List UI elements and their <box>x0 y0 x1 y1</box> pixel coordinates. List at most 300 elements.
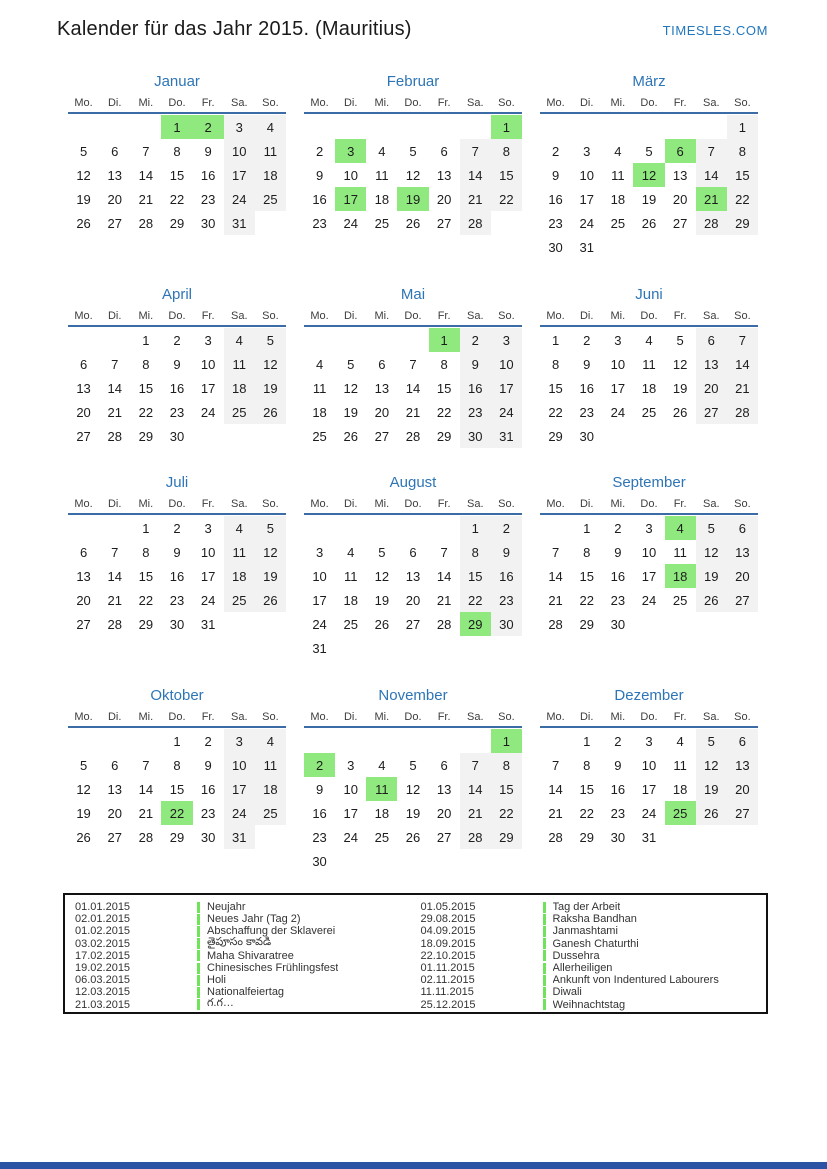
legend-marker <box>543 950 546 961</box>
legend-holiday-name: Nationalfeiertag <box>207 986 285 999</box>
day-cell: 8 <box>551 356 560 372</box>
month-days <box>304 516 522 660</box>
day-cell: 14 <box>405 380 421 396</box>
weekday-label: Sa. <box>703 310 720 322</box>
day-cell: 20 <box>76 592 91 608</box>
day-cell-empty <box>68 328 99 352</box>
legend-row <box>421 925 767 937</box>
day-cell: 30 <box>610 616 626 632</box>
day-cell: 8 <box>173 757 181 773</box>
day-cell: 28 <box>107 428 122 444</box>
day-cell: 6 <box>111 143 119 159</box>
month-juli <box>68 473 286 686</box>
day-cell: 26 <box>696 801 727 825</box>
day-cell-empty <box>429 516 460 540</box>
day-cell: 11 <box>611 167 625 183</box>
weekday-label: Mo. <box>546 711 565 723</box>
weekday-label: Fr. <box>673 711 687 723</box>
day-cell: 26 <box>255 400 286 424</box>
day-cell: 4 <box>224 328 255 352</box>
weekday-label: Di. <box>107 498 122 510</box>
legend-date: 29.08.2015 <box>420 913 476 926</box>
day-cell: 24 <box>312 616 327 632</box>
day-cell: 8 <box>583 544 591 560</box>
day-cell-empty <box>304 729 335 753</box>
legend-holiday-name: Neues Jahr (Tag 2) <box>207 913 301 926</box>
day-cell-empty <box>665 115 696 139</box>
day-cell: 7 <box>440 544 448 560</box>
day-cell: 20 <box>436 191 452 207</box>
weekday-header-row <box>304 498 522 515</box>
day-cell: 22 <box>727 187 758 211</box>
day-cell: 21 <box>460 187 491 211</box>
day-cell-empty <box>99 328 130 352</box>
day-cell: 14 <box>107 568 122 584</box>
legend-left-column <box>75 901 421 1012</box>
day-cell: 15 <box>169 167 185 183</box>
legend-date: 11.11.2015 <box>420 986 474 999</box>
day-cell: 10 <box>491 352 522 376</box>
day-cell: 30 <box>312 853 327 869</box>
day-cell: 18 <box>224 376 255 400</box>
day-cell-empty <box>460 115 491 139</box>
day-cell: 25 <box>641 404 657 420</box>
day-cell: 9 <box>315 167 324 183</box>
day-cell: 30 <box>200 215 216 231</box>
day-cell: 27 <box>107 829 122 845</box>
legend-holiday-name: Ganesh Chaturthi <box>552 937 639 950</box>
day-cell-empty <box>397 729 428 753</box>
legend-row <box>421 986 767 998</box>
day-cell: 2 <box>614 733 622 749</box>
legend-row <box>75 950 421 962</box>
month-title: Juli <box>165 474 189 491</box>
day-cell: 7 <box>409 356 417 372</box>
months-grid <box>68 72 758 898</box>
legend-date: 21.03.2015 <box>75 998 131 1011</box>
day-cell: 18 <box>374 805 390 821</box>
legend-row <box>421 999 767 1011</box>
day-cell: 25 <box>224 588 255 612</box>
legend-holiday-name: తైపూసం కావడి <box>207 936 272 949</box>
legend-date: 25.12.2015 <box>420 998 476 1011</box>
weekday-label: Mi. <box>374 498 390 510</box>
day-cell: 31 <box>224 211 255 235</box>
weekday-label: So. <box>498 711 515 723</box>
day-cell: 17 <box>312 592 327 608</box>
day-cell: 4 <box>224 516 255 540</box>
day-cell-empty <box>304 516 335 540</box>
day-cell: 4 <box>645 332 653 348</box>
day-cell-empty <box>397 115 428 139</box>
weekday-label: Do. <box>168 498 186 510</box>
day-cell: 3 <box>645 733 653 749</box>
day-cell: 15 <box>579 781 594 797</box>
day-cell: 28 <box>460 825 491 849</box>
weekday-header-row <box>68 97 286 114</box>
day-cell: 25 <box>610 215 626 231</box>
day-cell: 24 <box>343 215 358 231</box>
weekday-label: Mo. <box>74 498 93 510</box>
day-cell: 19 <box>255 376 286 400</box>
month-september <box>540 473 758 686</box>
day-cell: 24 <box>579 215 594 231</box>
day-cell: 25 <box>672 592 688 608</box>
day-cell: 7 <box>551 544 560 560</box>
page-header <box>57 18 768 41</box>
day-cell-empty <box>696 115 727 139</box>
day-cell: 3 <box>583 143 591 159</box>
month-maerz <box>540 72 758 285</box>
day-cell: 13 <box>107 781 122 797</box>
legend-date: 06.03.2015 <box>75 974 131 987</box>
day-cell: 28 <box>138 829 154 845</box>
month-days <box>304 328 522 448</box>
legend-date: 02.01.2015 <box>75 913 131 926</box>
day-cell: 14 <box>436 568 452 584</box>
day-cell: 20 <box>107 191 122 207</box>
day-cell: 6 <box>440 757 448 773</box>
day-cell-empty <box>460 729 491 753</box>
day-cell: 13 <box>76 568 91 584</box>
weekday-label: So. <box>734 97 751 109</box>
day-cell: 28 <box>107 616 122 632</box>
day-cell: 19 <box>641 191 657 207</box>
legend-holiday-name: Diwali <box>552 986 582 999</box>
day-cell: 27 <box>76 428 91 444</box>
day-cell: 17 <box>224 163 255 187</box>
day-cell: 27 <box>405 616 421 632</box>
weekday-label: Di. <box>107 310 122 322</box>
day-cell: 18 <box>255 777 286 801</box>
legend-holiday-name: Weihnachtstag <box>552 998 626 1011</box>
site-link[interactable]: TIMESLES.COM <box>662 23 768 38</box>
weekday-label: Mo. <box>310 97 329 109</box>
legend-row <box>421 913 767 925</box>
day-cell: 18 <box>672 781 688 797</box>
month-days <box>540 115 758 259</box>
day-cell: 10 <box>579 167 594 183</box>
holiday-day-cell: 6 <box>665 139 696 163</box>
month-days <box>68 115 286 235</box>
day-cell: 30 <box>610 829 626 845</box>
day-cell-empty <box>130 115 161 139</box>
day-cell: 12 <box>374 568 390 584</box>
day-cell: 27 <box>696 400 727 424</box>
day-cell: 28 <box>548 616 563 632</box>
day-cell: 24 <box>224 801 255 825</box>
day-cell: 26 <box>255 588 286 612</box>
day-cell: 10 <box>224 753 255 777</box>
day-cell: 30 <box>460 424 491 448</box>
day-cell: 2 <box>614 520 622 536</box>
weekday-label: So. <box>262 711 279 723</box>
day-cell: 27 <box>436 215 452 231</box>
day-cell: 6 <box>696 328 727 352</box>
day-cell: 13 <box>727 540 758 564</box>
day-cell: 14 <box>138 781 154 797</box>
day-cell: 7 <box>111 356 119 372</box>
day-cell-empty <box>99 516 130 540</box>
weekday-header-row <box>540 97 758 114</box>
day-cell: 14 <box>727 352 758 376</box>
weekday-label: Di. <box>107 711 122 723</box>
footer-bar <box>0 1162 827 1169</box>
legend-date: 01.02.2015 <box>75 925 131 938</box>
day-cell: 3 <box>315 544 324 560</box>
weekday-label: Do. <box>168 711 186 723</box>
day-cell: 20 <box>405 592 421 608</box>
day-cell: 5 <box>79 757 88 773</box>
weekday-label: Sa. <box>467 97 484 109</box>
day-cell: 26 <box>76 215 91 231</box>
day-cell: 28 <box>405 428 421 444</box>
day-cell: 23 <box>579 404 594 420</box>
month-days <box>540 729 758 849</box>
day-cell: 20 <box>76 404 91 420</box>
day-cell: 25 <box>255 801 286 825</box>
legend-row <box>75 974 421 986</box>
day-cell: 1 <box>173 733 181 749</box>
day-cell: 30 <box>548 239 563 255</box>
day-cell: 23 <box>548 215 563 231</box>
holiday-day-cell: 4 <box>665 516 696 540</box>
weekday-label: Do. <box>640 498 658 510</box>
month-april <box>68 285 286 473</box>
day-cell: 17 <box>200 568 216 584</box>
legend-marker <box>197 975 200 986</box>
day-cell-empty <box>540 729 571 753</box>
day-cell: 10 <box>610 356 626 372</box>
month-februar <box>304 72 522 285</box>
day-cell: 9 <box>551 167 560 183</box>
month-title: Dezember <box>614 687 684 704</box>
legend-holiday-name: Neujahr <box>207 901 246 914</box>
month-days <box>68 328 286 448</box>
day-cell: 23 <box>169 592 185 608</box>
day-cell-empty <box>397 328 428 352</box>
weekday-label: So. <box>734 498 751 510</box>
day-cell: 1 <box>460 516 491 540</box>
weekday-label: Mo. <box>546 310 565 322</box>
day-cell: 3 <box>224 729 255 753</box>
day-cell: 24 <box>641 592 657 608</box>
day-cell: 4 <box>676 733 684 749</box>
day-cell: 30 <box>169 616 185 632</box>
day-cell: 21 <box>436 592 452 608</box>
month-days <box>68 729 286 849</box>
month-dezember <box>540 686 758 898</box>
legend-marker <box>543 938 546 949</box>
day-cell: 12 <box>343 380 358 396</box>
day-cell: 6 <box>727 729 758 753</box>
day-cell: 8 <box>440 356 448 372</box>
day-cell: 2 <box>173 520 181 536</box>
legend-marker <box>543 975 546 986</box>
day-cell: 5 <box>645 143 653 159</box>
day-cell: 8 <box>142 544 150 560</box>
day-cell: 13 <box>696 352 727 376</box>
day-cell-empty <box>571 115 602 139</box>
month-januar <box>68 72 286 285</box>
day-cell: 25 <box>374 829 390 845</box>
day-cell-empty <box>68 729 99 753</box>
day-cell: 8 <box>727 139 758 163</box>
day-cell: 10 <box>200 356 216 372</box>
day-cell: 22 <box>138 592 154 608</box>
weekday-label: So. <box>262 310 279 322</box>
day-cell: 3 <box>347 757 355 773</box>
day-cell: 12 <box>405 781 421 797</box>
day-cell: 8 <box>460 540 491 564</box>
legend-date: 19.02.2015 <box>75 962 131 975</box>
legend-date: 01.11.2015 <box>420 962 475 975</box>
day-cell: 26 <box>374 616 390 632</box>
day-cell: 8 <box>583 757 591 773</box>
day-cell: 11 <box>312 380 327 396</box>
day-cell: 15 <box>138 380 154 396</box>
day-cell: 9 <box>315 781 324 797</box>
weekday-header-row <box>540 711 758 728</box>
day-cell: 5 <box>409 757 417 773</box>
day-cell: 24 <box>200 404 216 420</box>
day-cell: 11 <box>255 139 286 163</box>
day-cell: 21 <box>727 376 758 400</box>
day-cell: 19 <box>76 805 91 821</box>
day-cell: 2 <box>551 143 560 159</box>
month-days <box>540 328 758 448</box>
weekday-header-row <box>304 310 522 327</box>
day-cell: 30 <box>579 428 594 444</box>
weekday-label: Sa. <box>467 711 484 723</box>
weekday-label: Fr. <box>201 711 215 723</box>
day-cell: 20 <box>374 404 390 420</box>
weekday-label: Sa. <box>231 97 248 109</box>
day-cell: 21 <box>548 805 563 821</box>
day-cell: 17 <box>491 376 522 400</box>
day-cell: 18 <box>255 163 286 187</box>
weekday-header-row <box>540 310 758 327</box>
holiday-day-cell: 11 <box>366 777 397 801</box>
legend-row <box>421 974 767 986</box>
day-cell: 31 <box>641 829 657 845</box>
legend-date: 17.02.2015 <box>75 949 131 962</box>
day-cell: 26 <box>405 215 421 231</box>
weekday-label: Mi. <box>138 498 154 510</box>
day-cell: 21 <box>548 592 563 608</box>
weekday-label: So. <box>734 310 751 322</box>
weekday-label: Mi. <box>610 498 626 510</box>
day-cell: 29 <box>579 616 594 632</box>
day-cell: 10 <box>641 757 657 773</box>
weekday-header-row <box>68 310 286 327</box>
holiday-day-cell: 19 <box>397 187 428 211</box>
day-cell: 12 <box>255 352 286 376</box>
day-cell-empty <box>540 516 571 540</box>
weekday-header-row <box>304 711 522 728</box>
day-cell-empty <box>130 729 161 753</box>
day-cell: 12 <box>255 540 286 564</box>
legend-holiday-name: Maha Shivaratree <box>207 949 294 962</box>
day-cell: 3 <box>491 328 522 352</box>
day-cell: 24 <box>200 592 216 608</box>
day-cell: 3 <box>224 115 255 139</box>
weekday-label: Fr. <box>201 97 215 109</box>
weekday-header-row <box>304 97 522 114</box>
day-cell: 17 <box>224 777 255 801</box>
weekday-header-row <box>68 498 286 515</box>
day-cell: 14 <box>107 380 122 396</box>
day-cell: 16 <box>548 191 563 207</box>
holiday-day-cell: 17 <box>335 187 366 211</box>
weekday-label: Mo. <box>546 97 565 109</box>
day-cell: 27 <box>76 616 91 632</box>
page-title: Kalender für das Jahr 2015. (Mauritius) <box>57 18 412 40</box>
day-cell: 1 <box>727 115 758 139</box>
month-title: Januar <box>154 73 200 90</box>
day-cell: 2 <box>460 328 491 352</box>
legend-date: 03.02.2015 <box>75 937 131 950</box>
day-cell: 14 <box>548 568 563 584</box>
day-cell: 22 <box>460 588 491 612</box>
day-cell: 22 <box>579 805 594 821</box>
legend-row <box>421 950 767 962</box>
holiday-day-cell: 29 <box>460 612 491 636</box>
day-cell-empty <box>68 115 99 139</box>
day-cell: 30 <box>169 428 185 444</box>
day-cell: 8 <box>173 143 181 159</box>
legend-marker <box>197 902 200 913</box>
weekday-label: Mo. <box>74 97 93 109</box>
day-cell: 15 <box>579 568 594 584</box>
day-cell: 11 <box>375 167 389 183</box>
day-cell: 17 <box>610 380 626 396</box>
day-cell: 28 <box>727 400 758 424</box>
day-cell: 9 <box>204 757 212 773</box>
day-cell: 2 <box>491 516 522 540</box>
day-cell: 3 <box>614 332 622 348</box>
weekday-label: Sa. <box>467 498 484 510</box>
legend-row <box>75 962 421 974</box>
legend-marker <box>543 914 546 925</box>
weekday-label: So. <box>498 310 515 322</box>
legend-holiday-name: Janmashtami <box>552 925 618 938</box>
weekday-label: Di. <box>579 97 594 109</box>
day-cell: 11 <box>343 568 358 584</box>
day-cell: 12 <box>76 781 91 797</box>
weekday-label: Di. <box>343 97 358 109</box>
day-cell: 2 <box>204 733 212 749</box>
day-cell: 24 <box>610 404 626 420</box>
day-cell: 31 <box>224 825 255 849</box>
day-cell: 3 <box>645 520 653 536</box>
day-cell: 13 <box>672 167 688 183</box>
day-cell: 19 <box>696 564 727 588</box>
weekday-label: Di. <box>343 498 358 510</box>
day-cell: 5 <box>79 143 88 159</box>
day-cell: 13 <box>405 568 421 584</box>
weekday-label: Fr. <box>437 310 451 322</box>
day-cell: 7 <box>460 139 491 163</box>
day-cell: 9 <box>173 356 181 372</box>
day-cell: 7 <box>551 757 560 773</box>
day-cell: 19 <box>374 592 390 608</box>
weekday-label: So. <box>498 97 515 109</box>
day-cell: 24 <box>641 805 657 821</box>
day-cell: 29 <box>436 428 452 444</box>
month-oktober <box>68 686 286 898</box>
day-cell: 16 <box>200 781 216 797</box>
